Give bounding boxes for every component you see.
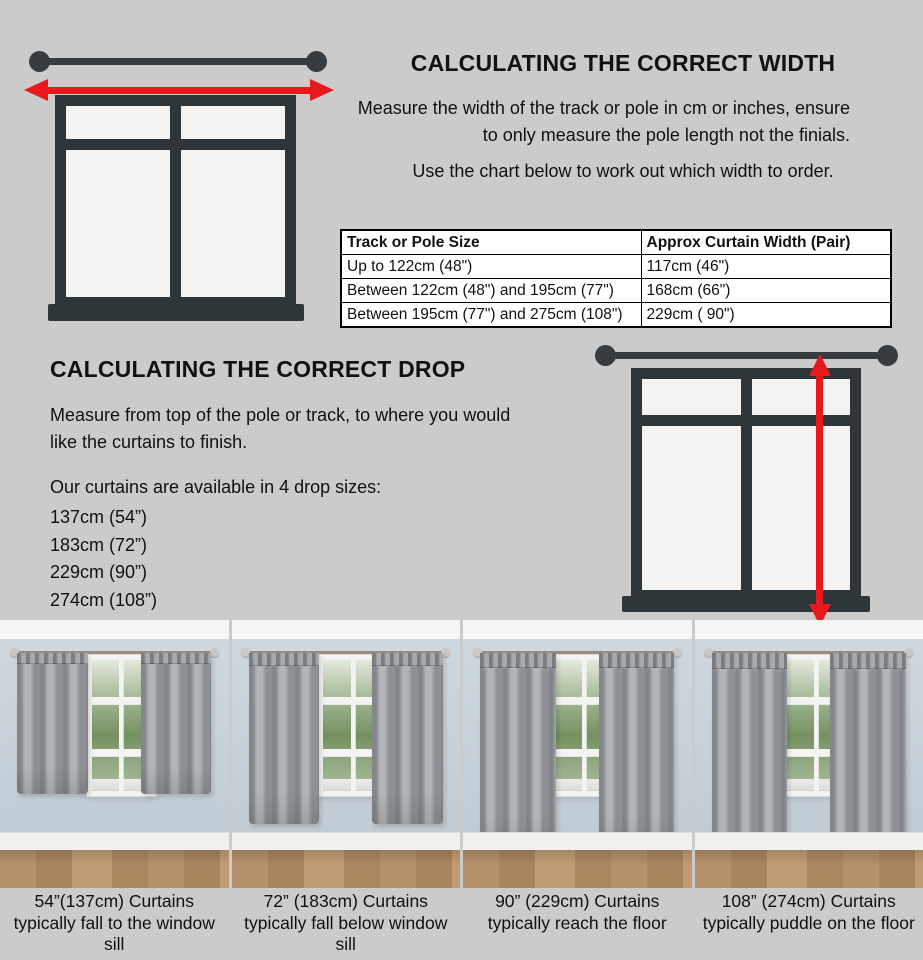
table-header-row xyxy=(341,230,891,255)
curtain-panel-left xyxy=(17,653,88,795)
photo-caption-90in xyxy=(463,888,692,960)
size-table xyxy=(340,229,892,328)
curtain-panel-right xyxy=(372,653,443,824)
ceiling xyxy=(0,620,229,641)
width-intro-line1: Measure the width of the track or pole in cm or inches, ensure xyxy=(357,98,850,118)
drop-intro-line2: like the curtains to finish. xyxy=(50,432,248,452)
curtain-panel-left xyxy=(480,653,555,853)
curtain-photo-90in xyxy=(463,620,692,888)
caption-text: 72” (183cm) Curtains typically fall below window sill xyxy=(244,891,448,954)
arrow-bar xyxy=(816,370,823,610)
wood-floor xyxy=(232,850,461,888)
ceiling xyxy=(463,620,692,641)
arrow-bar xyxy=(42,87,316,94)
width-intro-text xyxy=(336,95,850,149)
curtain-photo-72in xyxy=(232,620,461,888)
caption-text: 108” (274cm) Curtains typically puddle on the floor xyxy=(702,891,915,933)
ceiling xyxy=(232,620,461,641)
width-section-heading: CALCULATING THE CORRECT WIDTH xyxy=(410,50,836,76)
baseboard xyxy=(463,832,692,852)
pole-finial-left xyxy=(29,51,50,72)
curtain-photos-row xyxy=(0,620,923,888)
photo-caption-54in xyxy=(0,888,229,960)
drop-intro-text xyxy=(50,402,590,456)
curtain-photo-108in xyxy=(695,620,923,888)
width-intro-line2: to only measure the pole length not the finials. xyxy=(482,125,850,145)
table-header-track: Track or Pole Size xyxy=(341,230,641,255)
wood-floor xyxy=(0,850,229,888)
pole-finial-right xyxy=(306,51,327,72)
window-mullion-vertical xyxy=(741,379,752,590)
drop-intro-line1: Measure from top of the pole or track, to where you would xyxy=(50,405,511,425)
pole-finial-right xyxy=(877,345,898,366)
baseboard xyxy=(0,832,229,852)
table-cell-width: 229cm ( 90") xyxy=(641,303,891,328)
width-diagram xyxy=(18,45,336,329)
drop-section-heading: CALCULATING THE CORRECT DROP xyxy=(50,356,466,382)
table-cell-width: 168cm (66") xyxy=(641,279,891,303)
baseboard xyxy=(695,832,923,852)
drop-sizes-list xyxy=(50,504,157,614)
captions-row xyxy=(0,888,923,960)
caption-text: 90” (229cm) Curtains typically reach the floor xyxy=(487,891,667,933)
drop-diagram xyxy=(594,338,922,628)
curtain-pole xyxy=(606,352,886,359)
window-mullion-horizontal xyxy=(66,139,285,150)
curtain-panel-right xyxy=(599,653,674,853)
arrow-right-head-icon xyxy=(310,79,334,101)
drop-size-item: 137cm (54”) xyxy=(50,507,148,527)
curtain-panel-right xyxy=(141,653,212,795)
wood-floor xyxy=(695,850,923,888)
drop-sizes-intro: Our curtains are available in 4 drop sizes: xyxy=(50,477,382,497)
table-header-width: Approx Curtain Width (Pair) xyxy=(641,230,891,255)
photo-caption-72in xyxy=(232,888,461,960)
drop-size-item: 274cm (108”) xyxy=(50,589,158,610)
table-cell-track: Between 122cm (48") and 195cm (77") xyxy=(341,279,641,303)
wood-floor xyxy=(463,850,692,888)
ceiling xyxy=(695,620,923,641)
curtain-photo-54in xyxy=(0,620,229,888)
table-cell-track: Between 195cm (77") and 275cm (108") xyxy=(341,303,641,328)
caption-text: 54”(137cm) Curtains typically fall to the window sill xyxy=(13,891,215,954)
table-row xyxy=(341,255,891,279)
curtain-pole xyxy=(40,58,314,65)
baseboard xyxy=(232,832,461,852)
table-row xyxy=(341,303,891,328)
drop-size-item: 229cm (90”) xyxy=(50,562,148,582)
pole-finial-left xyxy=(595,345,616,366)
table-cell-track: Up to 122cm (48") xyxy=(341,255,641,279)
window-sill xyxy=(622,596,870,612)
chart-hint-text: Use the chart below to work out which width to order. xyxy=(412,161,834,181)
drop-measure-arrow-icon xyxy=(809,354,831,626)
table-cell-width: 117cm (46") xyxy=(641,255,891,279)
window-sill xyxy=(48,304,304,321)
curtain-panel-left xyxy=(249,653,320,824)
window-frame xyxy=(55,95,296,308)
drop-size-item: 183cm (72”) xyxy=(50,534,148,555)
window-mullion-vertical xyxy=(170,106,181,297)
photo-caption-108in xyxy=(695,888,923,960)
table-row xyxy=(341,279,891,303)
